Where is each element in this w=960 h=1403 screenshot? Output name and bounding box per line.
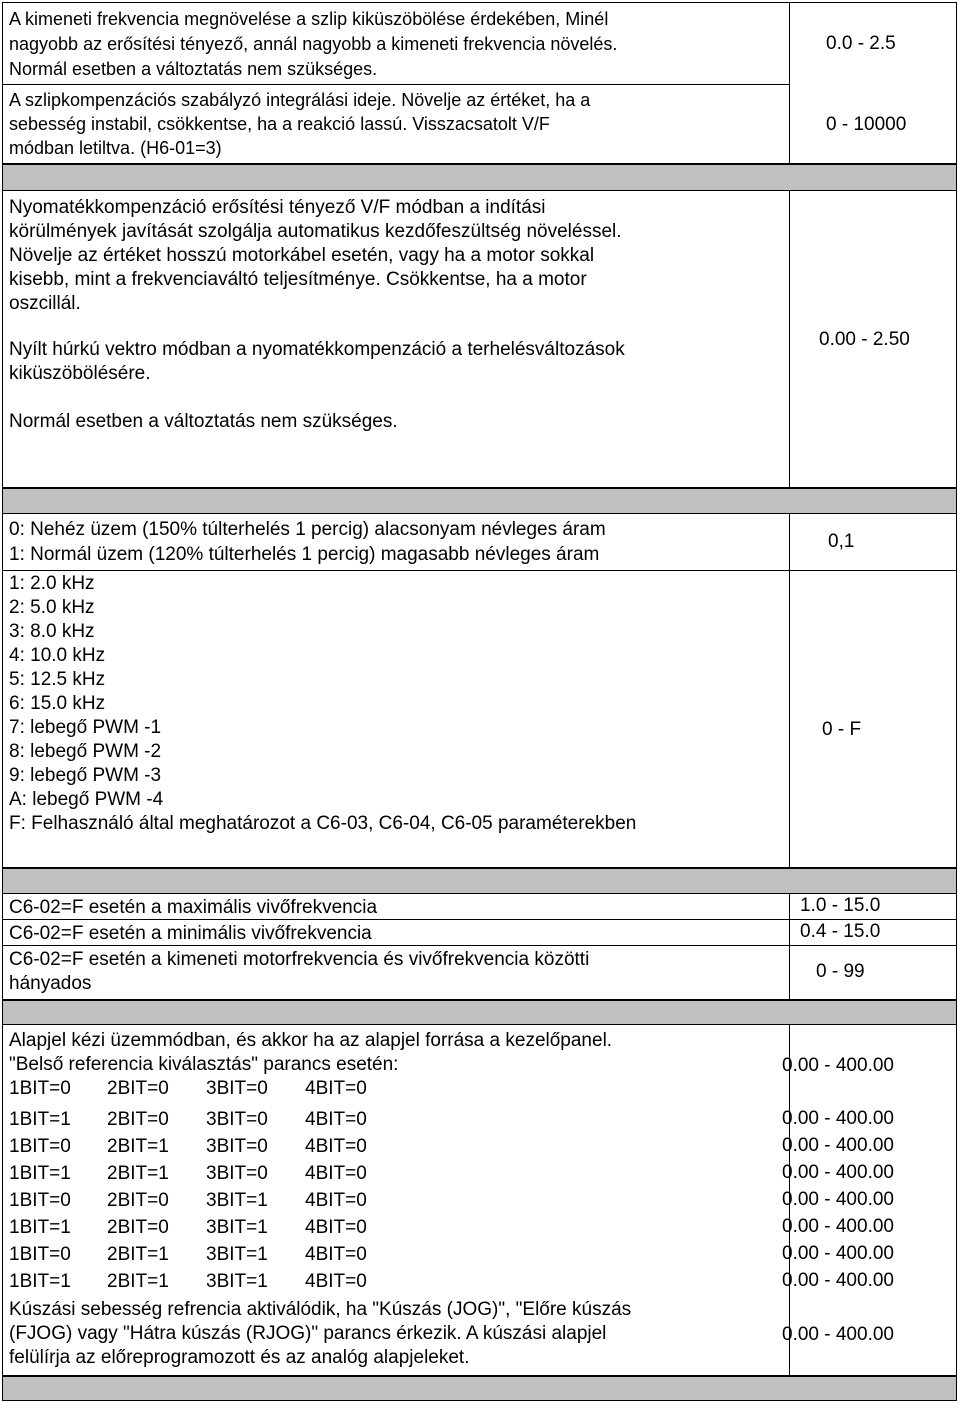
text-line: 8: lebegő PWM -2 [9,741,162,762]
bit-row-value: 0.00 - 400.00 [782,1162,894,1183]
text-line: 1: Normál üzem (120% túlterhelés 1 percig) magasabb névleges áram [9,544,600,565]
text-line: (FJOG) vagy "Hátra kúszás (RJOG)" parancs érkezik. A kúszási alapjel [9,1323,607,1344]
bit-cell: 1BIT=0 [9,1078,71,1099]
text-line: 3: 8.0 kHz [9,621,95,642]
bit-cell: 3BIT=0 [206,1136,268,1157]
text-line: 1: 2.0 kHz [9,573,95,594]
text-line: F: Felhasználó által meghatározot a C6-03, C6-04, C6-05 paraméterekben [9,813,637,834]
s1-row2-value: 0 - 10000 [826,114,907,135]
bit-cell: 2BIT=1 [107,1163,169,1184]
bit-row-value: 0.00 - 400.00 [782,1055,894,1076]
text-line: Növelje az értéket hosszú motorkábel esetén, vagy ha a motor sokkal [9,245,595,266]
text-line: kisebb, mint a frekvenciaváltó teljesítménye. Csökkentse, ha a motor [9,269,587,290]
bit-cell: 4BIT=0 [305,1109,367,1130]
s4-row-value: 0.4 - 15.0 [800,921,881,942]
text-line: 5: 12.5 kHz [9,669,106,690]
section-4-divider [789,893,790,1000]
s1-row1-value: 0.0 - 2.5 [826,33,896,54]
text-line: C6-02=F esetén a minimális vivőfrekvencia [9,923,372,944]
bit-row-value: 0.00 - 400.00 [782,1108,894,1129]
separator-bar [2,868,957,894]
text-line: 7: lebegő PWM -1 [9,717,162,738]
separator-bar [2,1000,957,1025]
text-line: oszcillál. [9,293,81,314]
text-line: módban letiltva. (H6-01=3) [9,138,222,158]
separator-bar [2,488,957,514]
text-line: nagyobb az erősítési tényező, annál nagyobb a kimeneti frekvencia növelés. [9,34,618,54]
bit-cell: 2BIT=0 [107,1109,169,1130]
bit-row-value: 0.00 - 400.00 [782,1216,894,1237]
separator-bar [2,164,957,191]
text-line: A szlipkompenzációs szabályzó integrálási ideje. Növelje az értéket, ha a [9,90,591,110]
bit-cell: 2BIT=0 [107,1190,169,1211]
text-line: kiküszöbölésére. [9,363,151,384]
text-line: Alapjel kézi üzemmódban, és akkor ha az alapjel forrása a kezelőpanel. [9,1030,613,1051]
s4-row-value: 1.0 - 15.0 [800,895,881,916]
bit-cell: 1BIT=0 [9,1190,71,1211]
s2-value: 0.00 - 2.50 [819,329,910,350]
text-line: felülírja az előreprogramozott és az analóg alapjeleket. [9,1347,470,1368]
text-line: A: lebegő PWM -4 [9,789,164,810]
text-line: 2: 5.0 kHz [9,597,95,618]
text-line: 6: 15.0 kHz [9,693,106,714]
bit-cell: 4BIT=0 [305,1217,367,1238]
bit-cell: 1BIT=1 [9,1109,71,1130]
text-line: hányados [9,973,92,994]
separator-bar [2,1376,957,1401]
text-line: sebesség instabil, csökkentse, ha a reakció lassú. Visszacsatolt V/F [9,114,550,134]
s5-jog-value: 0.00 - 400.00 [782,1324,894,1345]
bit-row-value: 0.00 - 400.00 [782,1135,894,1156]
bit-cell: 3BIT=0 [206,1163,268,1184]
s3-row2-value: 0 - F [822,719,862,740]
bit-cell: 1BIT=0 [9,1136,71,1157]
bit-cell: 3BIT=0 [206,1109,268,1130]
bit-cell: 2BIT=1 [107,1271,169,1292]
text-line: C6-02=F esetén a maximális vivőfrekvencia [9,897,378,918]
s3-row1-value: 0,1 [828,531,855,552]
bit-cell: 4BIT=0 [305,1244,367,1265]
s4-row3-value: 0 - 99 [816,961,865,982]
bit-cell: 3BIT=1 [206,1271,268,1292]
bit-row-value: 0.00 - 400.00 [782,1189,894,1210]
bit-cell: 2BIT=0 [107,1078,169,1099]
text-line: A kimeneti frekvencia megnövelése a szlip kiküszöbölése érdekében, Minél [9,9,609,29]
text-line: körülmények javítását szolgálja automatikus kezdőfeszültség növeléssel. [9,221,622,242]
section-2-divider [789,190,790,488]
bit-cell: 1BIT=0 [9,1244,71,1265]
bit-cell: 4BIT=0 [305,1271,367,1292]
bit-cell: 3BIT=0 [206,1078,268,1099]
section-1-divider [789,2,790,164]
section-3-row-divider [2,570,957,571]
bit-cell: 4BIT=0 [305,1163,367,1184]
bit-cell: 2BIT=0 [107,1217,169,1238]
bit-cell: 3BIT=1 [206,1244,268,1265]
bit-cell: 2BIT=1 [107,1136,169,1157]
bit-row-value: 0.00 - 400.00 [782,1243,894,1264]
text-line: Nyomatékkompenzáció erősítési tényező V/F módban a indítási [9,197,546,218]
section-3-divider [789,513,790,868]
bit-row-value: 0.00 - 400.00 [782,1270,894,1291]
bit-cell: 4BIT=0 [305,1136,367,1157]
bit-cell: 2BIT=1 [107,1244,169,1265]
text-line: Normál esetben a változtatás nem szükséges. [9,411,398,432]
text-line: 9: lebegő PWM -3 [9,765,162,786]
text-line: Normál esetben a változtatás nem szükséges. [9,59,378,79]
text-line: C6-02=F esetén a kimeneti motorfrekvencia és vivőfrekvencia közötti [9,949,590,970]
bit-cell: 4BIT=0 [305,1078,367,1099]
bit-cell: 1BIT=1 [9,1163,71,1184]
text-line: "Belső referencia kiválasztás" parancs esetén: [9,1054,399,1075]
text-line: 4: 10.0 kHz [9,645,106,666]
text-line: Kúszási sebesség refrencia aktiválódik, ha "Kúszás (JOG)", "Előre kúszás [9,1299,632,1320]
bit-cell: 3BIT=1 [206,1217,268,1238]
bit-cell: 3BIT=1 [206,1190,268,1211]
bit-cell: 1BIT=1 [9,1271,71,1292]
text-line: 0: Nehéz üzem (150% túlterhelés 1 percig) alacsonyam névleges áram [9,519,606,540]
bit-cell: 4BIT=0 [305,1190,367,1211]
bit-cell: 1BIT=1 [9,1217,71,1238]
section-1-row-divider [2,84,789,85]
text-line: Nyílt húrkú vektro módban a nyomatékkompenzáció a terhelésváltozások [9,339,625,360]
